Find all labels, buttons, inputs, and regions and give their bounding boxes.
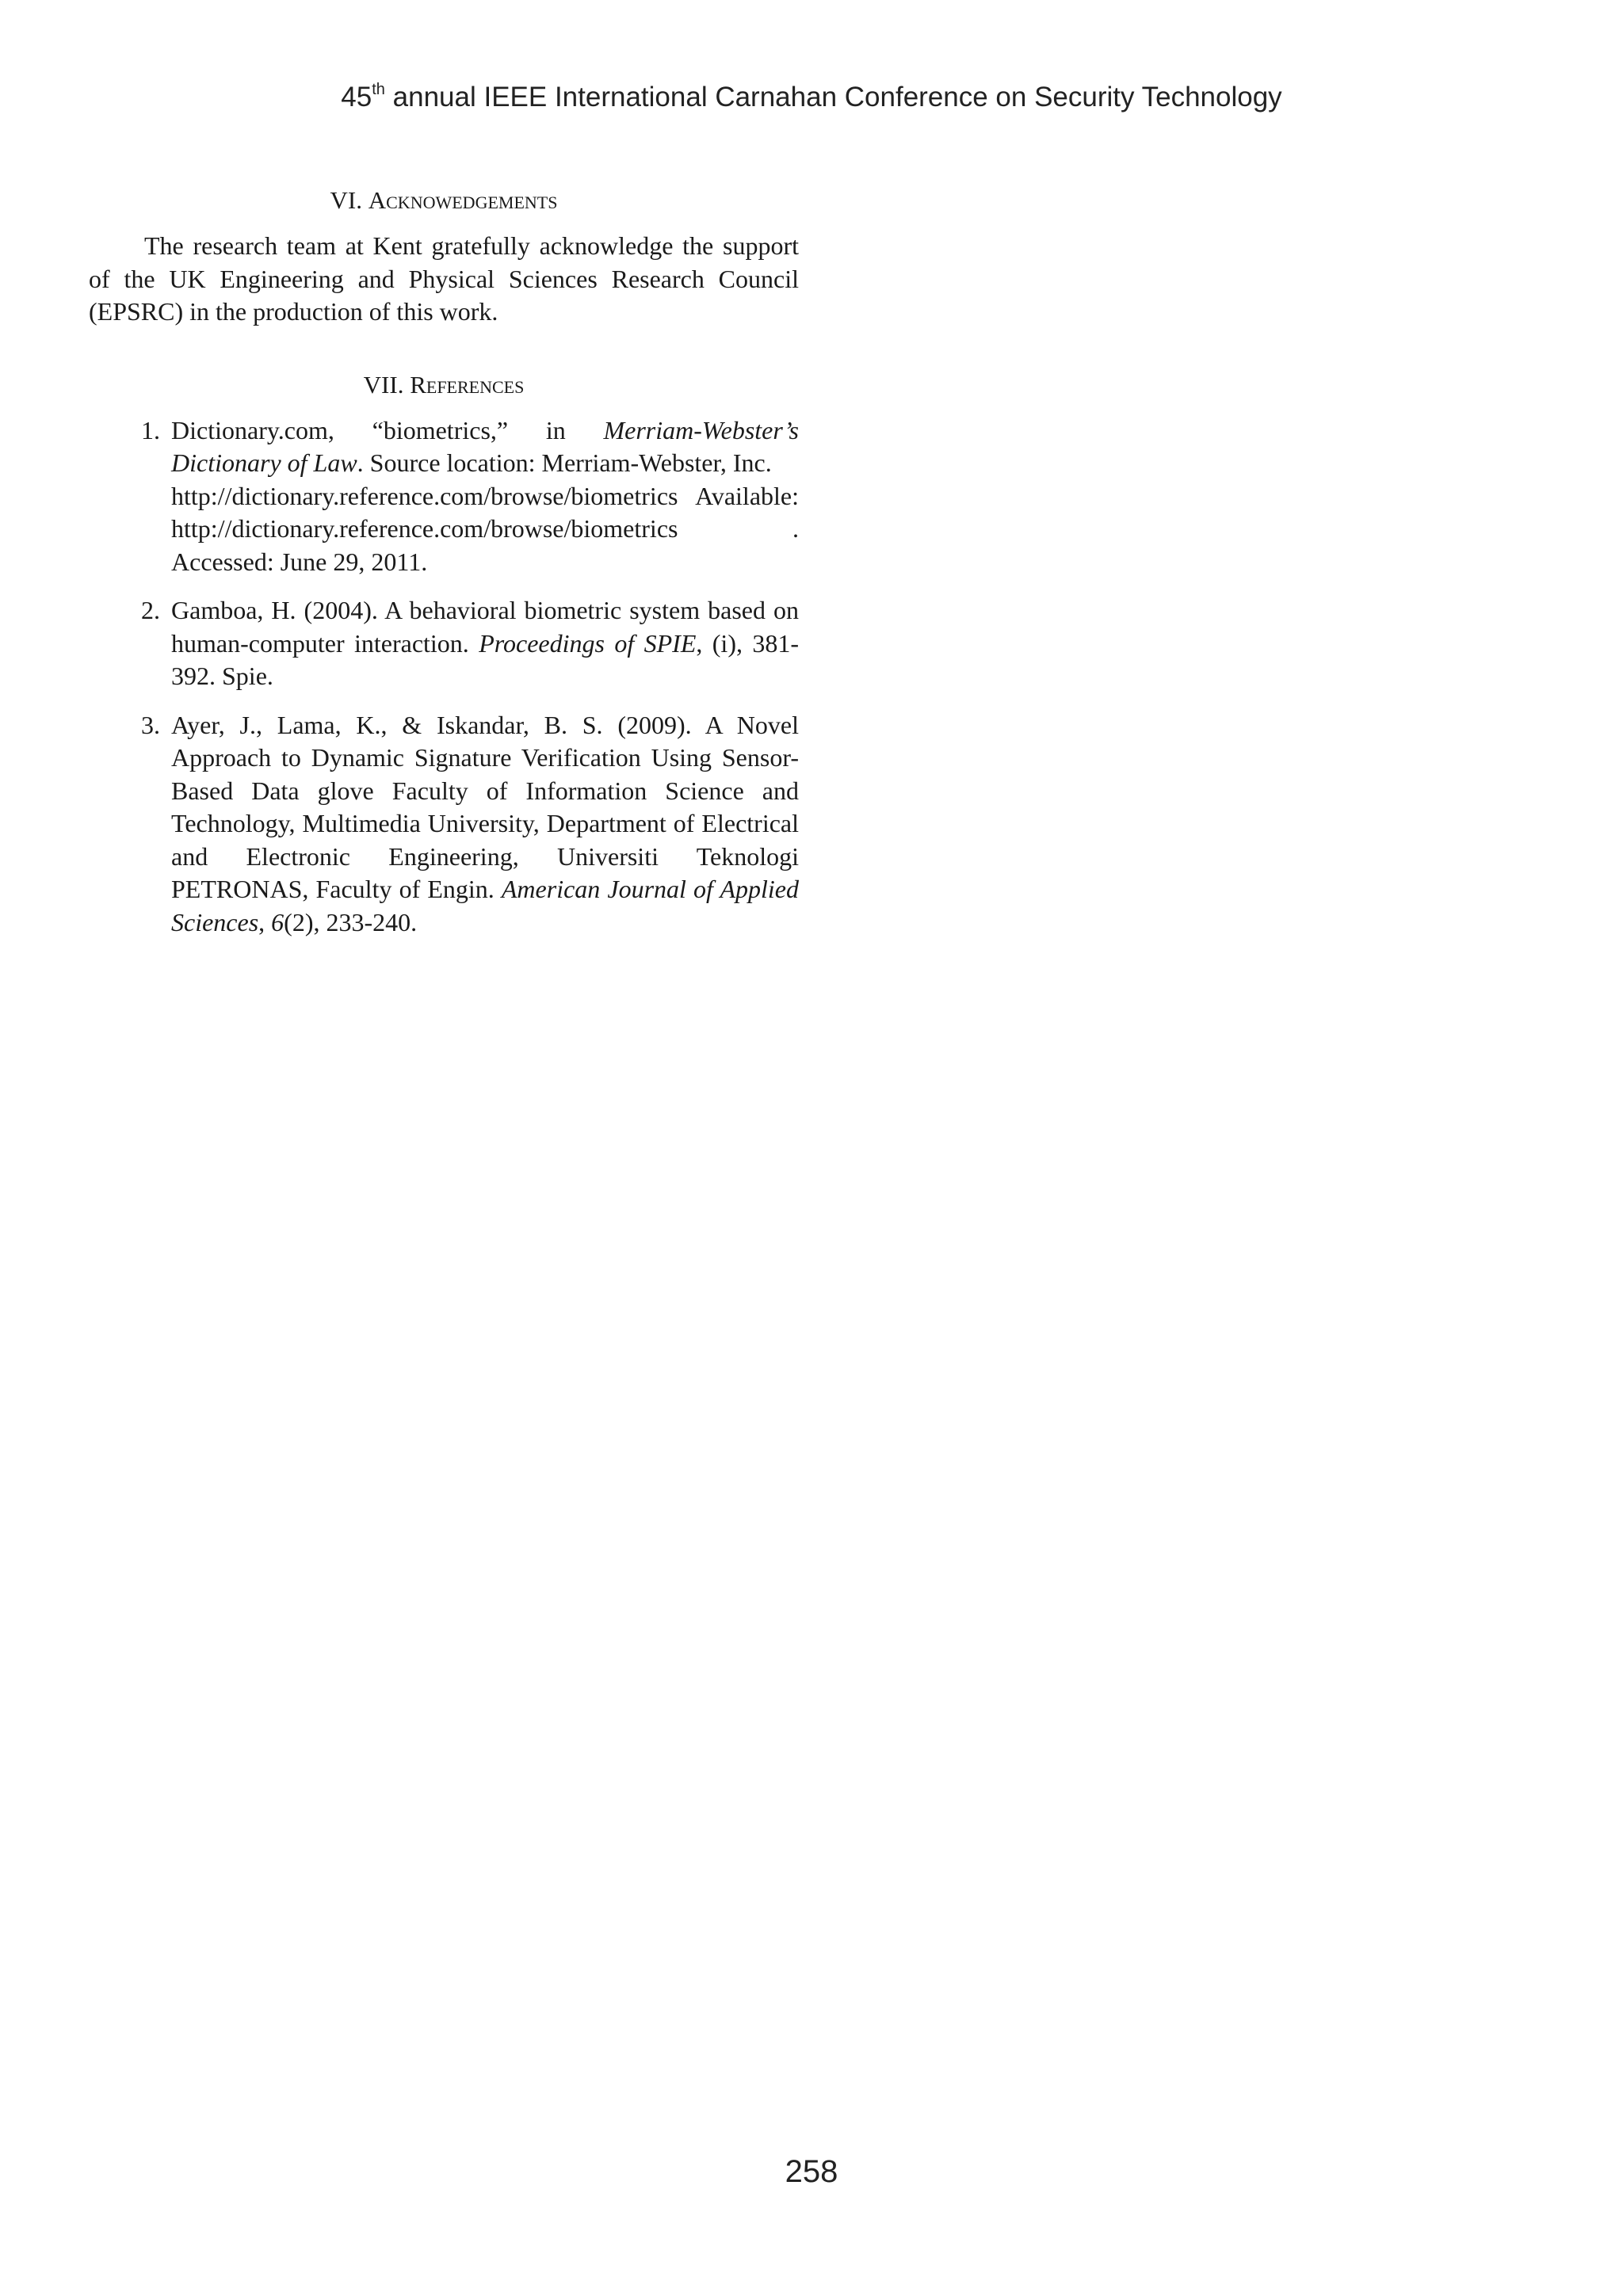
reference-number: 1. xyxy=(141,415,160,444)
reference-text: , xyxy=(258,907,272,936)
header-conference-title: annual IEEE International Carnahan Conference on Security Technology xyxy=(384,82,1282,113)
reference-volume: 6 xyxy=(271,907,285,936)
references-title: References xyxy=(410,370,525,399)
running-header xyxy=(0,79,1623,116)
reference-text: , (i), 381-392. Spie. xyxy=(171,628,800,690)
acknowledgements-heading xyxy=(89,184,799,217)
reference-text: Accessed: June 29, 2011. xyxy=(171,547,428,576)
page-number: 258 xyxy=(785,2154,838,2189)
header-ordinal-suffix: th xyxy=(372,81,385,98)
reference-item-1 xyxy=(89,414,799,579)
reference-text: Dictionary.com, “biometrics,” in xyxy=(171,415,604,444)
reference-source-title: Merriam-Webster’s Dictionary of Law xyxy=(171,415,799,477)
references-heading xyxy=(89,368,799,402)
reference-text: Gamboa, H. (2004). A behavioral biometric system based on human-computer interaction. xyxy=(171,596,799,658)
left-column xyxy=(89,184,799,955)
reference-number: 3. xyxy=(141,710,160,739)
reference-number: 2. xyxy=(141,596,160,624)
reference-list xyxy=(89,414,799,940)
references-numeral: VII. xyxy=(363,370,411,399)
reference-text: (2), 233-240. xyxy=(284,907,418,936)
reference-url-line: http://dictionary.reference.com/browse/biometrics Available: http://dictionary.reference.com/browse/biometrics . xyxy=(171,481,799,543)
reference-source-title: American Journal of Applied Sciences xyxy=(171,875,799,936)
reference-text: Ayer, J., Lama, K., & Iskandar, B. S. (2009). A Novel Approach to Dynamic Signature Verification Using Sensor-Based Data glove Faculty of Information Science and Technology, Multimedia University, Department of Electrical and Electronic Engineering, Universiti Teknologi PETRONAS, Faculty of Engin. xyxy=(171,710,799,903)
reference-item-3 xyxy=(89,709,799,940)
reference-source-title: Proceedings of SPIE xyxy=(479,628,697,658)
acknowledgements-numeral: VI. xyxy=(330,186,369,214)
reference-item-2 xyxy=(89,594,799,693)
reference-text: . Source location: Merriam-Webster, Inc. xyxy=(357,448,772,477)
acknowledgements-title: Acknowedgements xyxy=(368,186,558,214)
acknowledgements-paragraph: The research team at Kent gratefully acknowledge the support of the UK Engineering and Physical Sciences Research Council (EPSRC) in the production of this work. xyxy=(89,231,799,326)
header-ordinal-number: 45 xyxy=(341,82,372,113)
